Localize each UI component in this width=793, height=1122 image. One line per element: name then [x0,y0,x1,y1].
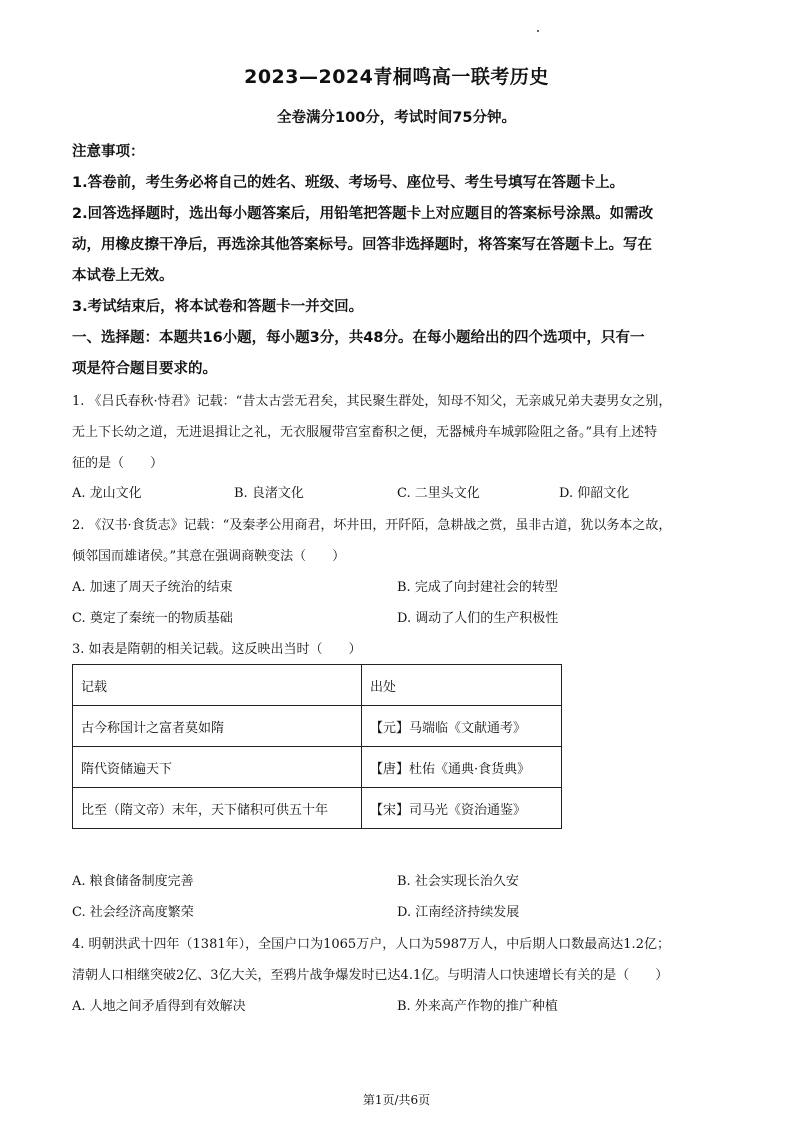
question-1-option-c: C. 二里头文化 [397,486,480,501]
table-header: 记载 [73,665,362,706]
notes-heading: 注意事项： [72,144,145,160]
note-item: 本试卷上无效。 [72,268,174,284]
note-item: 2.回答选择题时，选出每小题答案后，用铅笔把答题卡上对应题目的答案标号涂黑。如需改 [72,206,654,222]
question-2-option-d: D. 调动了人们的生产积极性 [397,611,559,626]
question-4-option-a: A. 人地之间矛盾得到有效解决 [72,999,246,1014]
section-heading: 一、选择题：本题共16小题，每小题3分，共48分。在每小题给出的四个选项中，只有一 [72,330,645,346]
table-cell: 【元】马端临《文献通考》 [362,706,562,747]
note-item: 动，用橡皮擦干净后，再选涂其他答案标号。回答非选择题时，将答案写在答题卡上。写在 [72,237,652,253]
question-1-text: 1. 《吕氏春秋·恃君》记载：“昔太古尝无君矣，其民聚生群处，知母不知父，无亲戚兄弟夫妻男女之别， [72,394,672,409]
question-2-option-b: B. 完成了向封建社会的转型 [397,580,558,595]
question-2-option-c: C. 奠定了秦统一的物质基础 [72,611,233,626]
table-cell: 【宋】司马光《资治通鉴》 [362,788,562,829]
question-3-option-d: D. 江南经济持续发展 [397,905,520,920]
page-title: 2023—2024青桐鸣高一联考历史 [244,66,549,88]
question-1-text: 征的是（ ） [72,456,164,471]
question-1-option-a: A. 龙山文化 [72,486,142,501]
table-row [73,747,562,788]
note-item: 3.考试结束后，将本试卷和答题卡一并交回。 [72,299,364,315]
table-cell: 比至（隋文帝）末年，天下储积可供五十年 [73,788,362,829]
page-number: 第1页/共6页 [362,1093,431,1107]
exam-info: 全卷满分100分，考试时间75分钟。 [277,110,516,126]
question-4-text: 清朝人口相继突破2亿、3亿大关，至鸦片战争爆发时已达4.1亿。与明清人口快速增长有关的是（ ） [72,968,669,983]
question-3-option-c: C. 社会经济高度繁荣 [72,905,194,920]
question-2-option-a: A. 加速了周天子统治的结束 [72,580,233,595]
question-2-text: 2. 《汉书·食货志》记载：“及秦孝公用商君，坏井田，开阡陌，急耕战之赏，虽非古道，犹以务本之故， [72,518,672,533]
question-2-text: 倾邻国而雄诸侯。”其意在强调商鞅变法（ ） [72,549,346,564]
question-1-option-b: B. 良渚文化 [234,486,304,501]
records-table [72,664,562,829]
question-1-option-d: D. 仰韶文化 [559,486,630,501]
table-header-row [73,665,562,706]
table-row [73,788,562,829]
table-row [73,706,562,747]
note-item: 1.答卷前，考生务必将自己的姓名、班级、考场号、座位号、考生号填写在答题卡上。 [72,175,625,191]
table-header: 出处 [362,665,562,706]
question-3-text: 3. 如表是隋朝的相关记载。这反映出当时（ ） [72,642,362,657]
question-3-option-a: A. 粮食储备制度完善 [72,874,194,889]
table-cell: 隋代资储遍天下 [73,747,362,788]
question-3-option-b: B. 社会实现长治久安 [397,874,519,889]
question-1-text: 无上下长幼之道，无进退揖让之礼，无衣服履带宫室畜积之便，无器械舟车城郭险阻之备。”具有上述特 [72,425,658,440]
scan-speck [537,30,539,32]
question-4-option-b: B. 外来高产作物的推广种植 [397,999,558,1014]
question-4-text: 4. 明朝洪武十四年（1381年），全国户口为1065万户，人口为5987万人，中后期人口数最高达1.2亿； [72,937,670,952]
table-cell: 【唐】杜佑《通典·食货典》 [362,747,562,788]
table-cell: 古今称国计之富者莫如隋 [73,706,362,747]
section-heading-cont: 项是符合题目要求的。 [72,361,217,377]
